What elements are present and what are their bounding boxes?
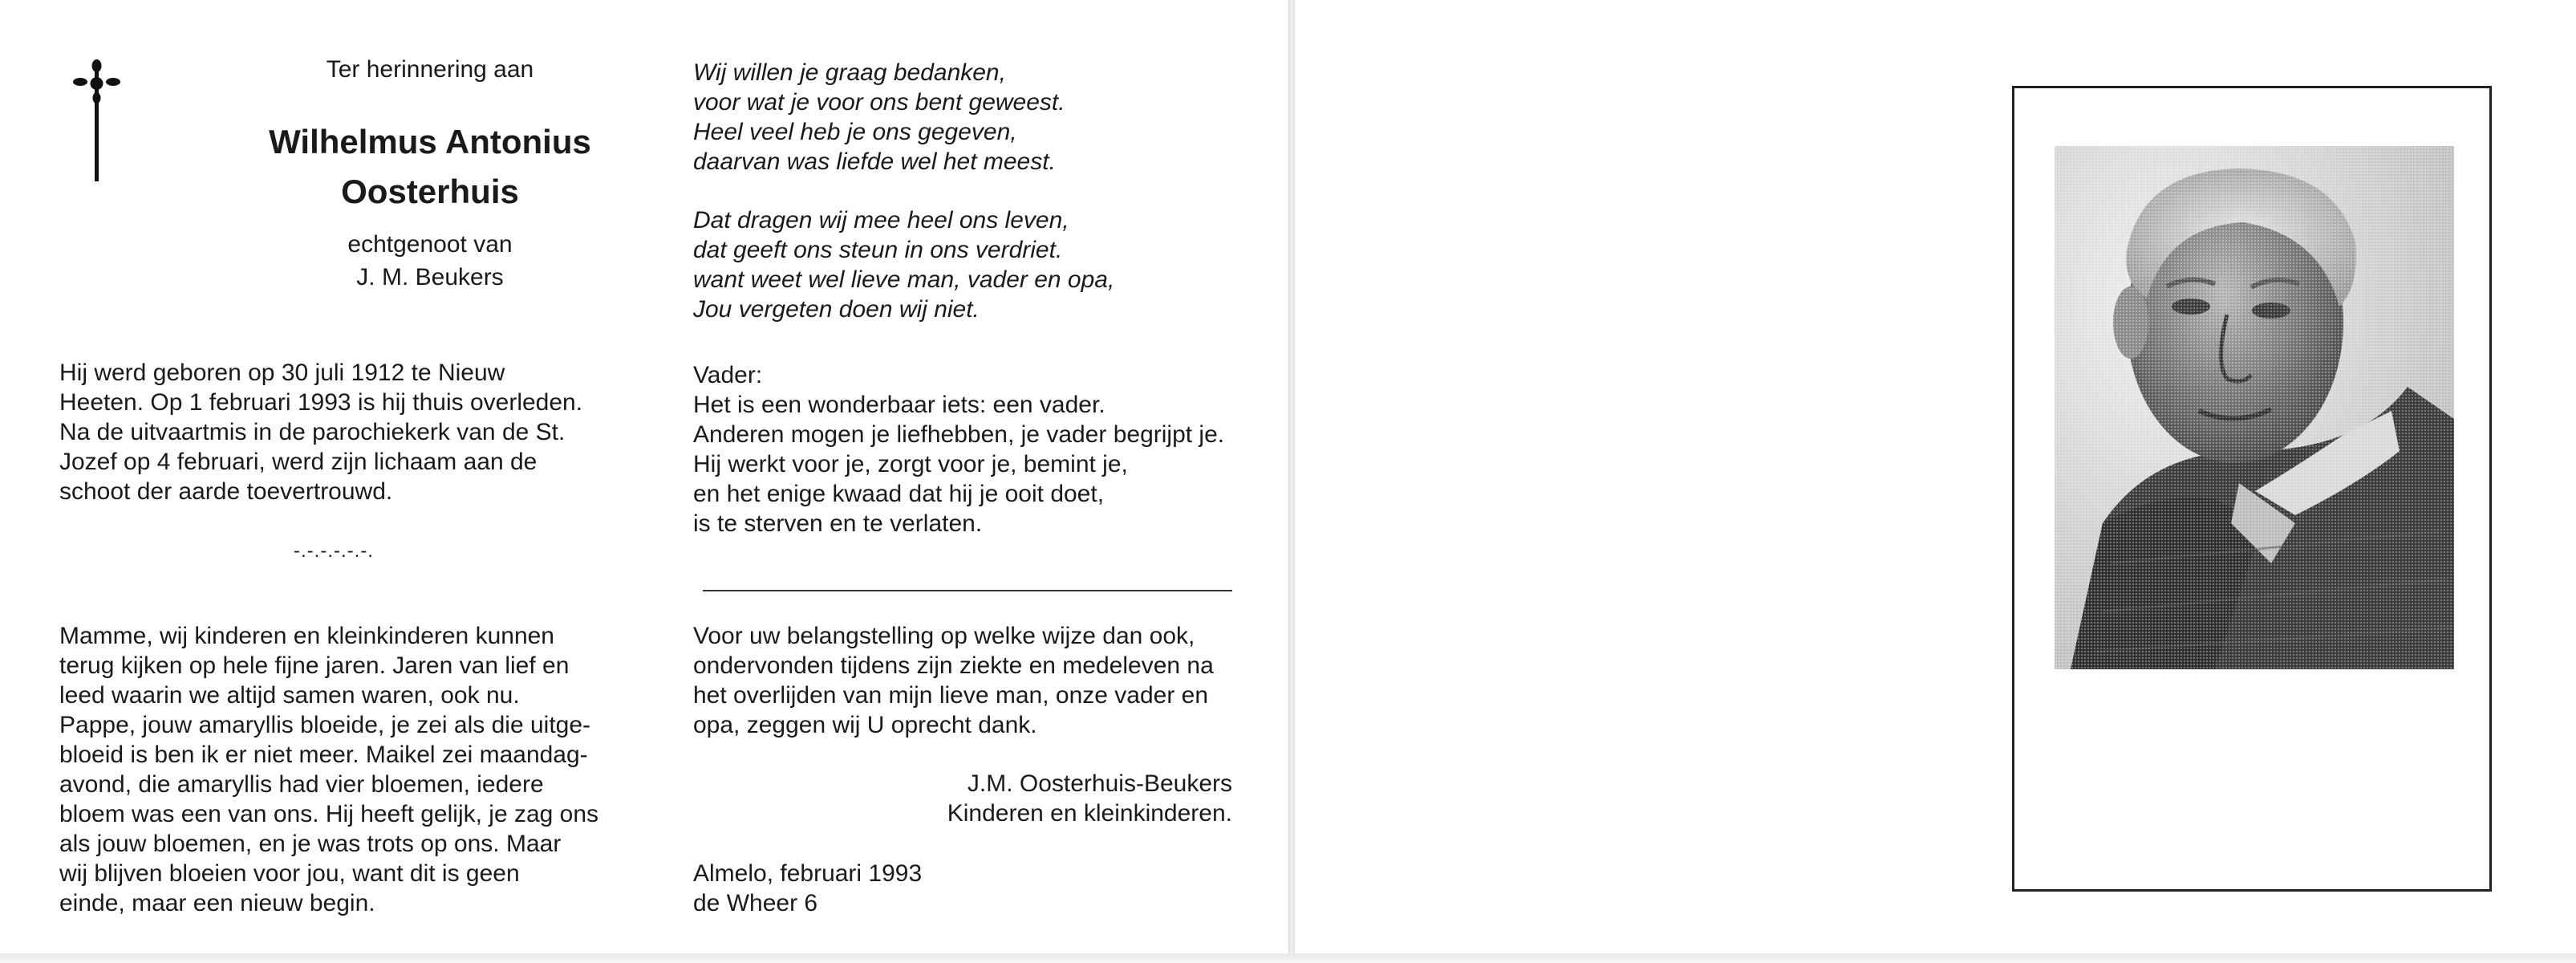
signature-family: Kinderen en kleinkinderen. xyxy=(947,800,1232,827)
deceased-name-line2: Oosterhuis xyxy=(341,173,519,210)
tribute-line: Mamme, wij kinderen en kleinkinderen kunnen xyxy=(59,623,554,649)
photo-frame xyxy=(2012,86,2492,892)
spouse-label: echtgenoot van xyxy=(347,231,513,258)
cross-icon xyxy=(71,56,124,185)
card-fold xyxy=(1288,0,1295,963)
place-and-address xyxy=(693,859,1255,918)
poem-line: want weet wel lieve man, vader en opa, xyxy=(693,266,1115,293)
biography-line: Hij werd geboren op 30 juli 1912 te Nieuw xyxy=(59,360,505,386)
tribute-line: avond, die amaryllis had vier bloemen, iedere xyxy=(59,771,544,798)
tribute-line: bloeid is ben ik er niet meer. Maikel zei maandag- xyxy=(59,742,588,768)
portrait-photo xyxy=(2055,146,2454,669)
thanks-line: ondervonden tijdens zijn ziekte en medeleven na xyxy=(693,652,1214,679)
biography-line: Na de uitvaartmis in de parochiekerk van de St. xyxy=(59,419,566,445)
tribute-line: als jouw bloemen, en je was trots op ons. Maar xyxy=(59,831,562,857)
poem-line: Heel veel heb je ons gegeven, xyxy=(693,119,1017,145)
spouse-name: J. M. Beukers xyxy=(356,264,504,291)
vader-line: en het enige kwaad dat hij je ooit doet, xyxy=(693,481,1105,507)
thanks-line: Voor uw belangstelling op welke wijze dan ook, xyxy=(693,623,1195,649)
place-date: Almelo, februari 1993 xyxy=(693,860,923,887)
tribute-line: bloem was een van ons. Hij heeft gelijk, je zag ons xyxy=(59,801,599,827)
tribute-line: Pappe, jouw amaryllis bloeide, je zei als die uitge- xyxy=(59,712,591,738)
deceased-name-line1: Wilhelmus Antonius xyxy=(269,123,591,160)
poem-stanza-2 xyxy=(693,205,1255,324)
thanks-line: het overlijden van mijn lieve man, onze vader en xyxy=(693,682,1209,709)
thanks-line: opa, zeggen wij U oprecht dank. xyxy=(693,712,1037,738)
vader-line: Hij werkt voor je, zorgt voor je, bemint je, xyxy=(693,451,1128,477)
tribute-line: leed waarin we altijd samen waren, ook nu. xyxy=(59,682,520,709)
poem-line: Wij willen je graag bedanken, xyxy=(693,59,1006,86)
intro-text: Ter herinnering aan xyxy=(326,56,534,83)
tribute-line: wij blijven bloeien voor jou, want dit is geen xyxy=(59,860,520,887)
family-tribute-paragraph xyxy=(59,621,602,918)
poem-stanza-1 xyxy=(693,58,1255,177)
poem-line: dat geeft ons steun in ons verdriet. xyxy=(693,237,1063,263)
poem-line: Dat dragen wij mee heel ons leven, xyxy=(693,207,1069,234)
vader-heading: Vader: xyxy=(693,362,763,388)
card-inside-spread xyxy=(0,0,1288,955)
vader-line: Anderen mogen je liefhebben, je vader begrijpt je. xyxy=(693,421,1225,448)
address: de Wheer 6 xyxy=(693,890,818,916)
poem-line: voor wat je voor ons bent geweest. xyxy=(693,89,1065,116)
halftone-overlay xyxy=(2055,146,2454,669)
separator-dots: -.-.-.-.-.-. xyxy=(294,540,374,562)
vader-line: Het is een wonderbaar iets: een vader. xyxy=(693,392,1105,418)
signature-block xyxy=(693,769,1232,828)
biography-line: Jozef op 4 februari, werd zijn lichaam aan de xyxy=(59,449,538,475)
divider-line xyxy=(703,590,1232,591)
biography-paragraph xyxy=(59,358,602,506)
biography-line: schoot der aarde toevertrouwd. xyxy=(59,478,393,505)
card-photo-page xyxy=(1295,0,2576,955)
vader-poem xyxy=(693,390,1255,538)
poem-line: daarvan was liefde wel het meest. xyxy=(693,148,1056,175)
signature-names: J.M. Oosterhuis-Beukers xyxy=(967,770,1232,797)
vader-line: is te sterven en te verlaten. xyxy=(693,510,983,537)
thanks-paragraph xyxy=(693,621,1247,740)
tribute-line: terug kijken op hele fijne jaren. Jaren van lief en xyxy=(59,652,570,679)
paper-bottom-edge xyxy=(0,953,2576,963)
biography-line: Heeten. Op 1 februari 1993 is hij thuis overleden. xyxy=(59,389,583,416)
tribute-line: einde, maar een nieuw begin. xyxy=(59,890,375,916)
poem-line: Jou vergeten doen wij niet. xyxy=(693,296,980,323)
